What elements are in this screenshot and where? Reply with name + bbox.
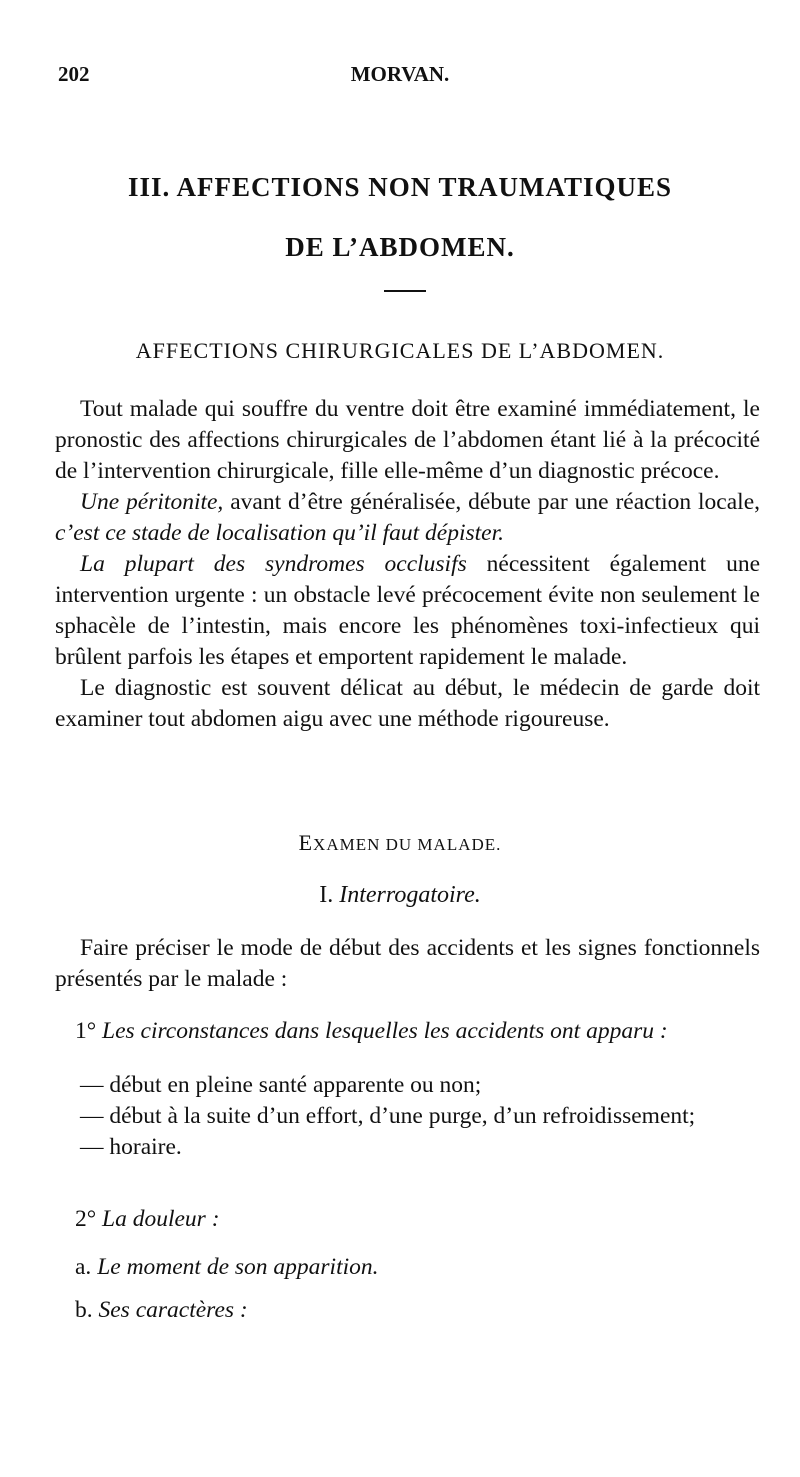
chapter-title-line1: III. AFFECTIONS NON TRAUMATIQUES (127, 172, 673, 202)
paragraph-2 (55, 487, 760, 549)
sub-item-a-letter: a. (75, 1254, 98, 1280)
paragraph-2-text: avant d’être généralisée, débute par une réaction locale, (223, 489, 760, 515)
page-number: 202 (58, 62, 90, 86)
intro-paragraphs (55, 394, 760, 735)
item-2-number: 2° (75, 1206, 103, 1232)
exam-heading-rest: XAMEN DU MALADE. (313, 835, 502, 854)
interrogatoire-heading (0, 882, 800, 909)
item-2-text: La douleur : (102, 1206, 220, 1232)
item-1 (75, 1018, 668, 1045)
item-1-number: 1° (75, 1018, 103, 1044)
paragraph-3 (55, 549, 760, 673)
paragraph-3-italic-start: La plupart des syndromes occlusifs (80, 551, 467, 577)
exam-heading (0, 830, 800, 856)
paragraph-3-text: nécessitent également une intervention urgente : un obstacle levé précocement évite non seulement le sphacèle de l’intestin, mais encore les phénomènes toxi-infectieux qui brûlent parfois les étapes et emportent rapidement le malade. (55, 551, 760, 670)
paragraph-1: Tout malade qui souffre du ventre doit être examiné immédiatement, le pronostic des affections chirurgicales de l’abdomen étant lié à la précocité de l’intervention chirurgicale, fille elle-même d’un diagnostic précoce. (55, 396, 760, 484)
dash-item-1: — début en pleine santé apparente ou non; (80, 1072, 482, 1098)
instructions-paragraph: Faire préciser le mode de début des accidents et les signes fonctionnels présentés par le malade : (55, 935, 760, 992)
running-title: MORVAN. (350, 62, 450, 86)
sub-item-b (75, 1297, 248, 1324)
chapter-title-line2: DE L’ABDOMEN. (285, 232, 515, 262)
item-1-text: Les circonstances dans lesquelles les accidents ont apparu : (102, 1018, 668, 1044)
paragraph-2-italic-start: Une péritonite, (80, 489, 224, 515)
dash-item-3: — horaire. (80, 1134, 182, 1160)
dash-item-2: — début à la suite d’un effort, d’une purge, d’un refroidissement; (80, 1103, 696, 1129)
intro-instructions (55, 933, 760, 995)
sub-item-b-text: Ses caractères : (98, 1297, 248, 1323)
sub-item-a (75, 1254, 379, 1281)
page-header (58, 62, 742, 92)
sub-item-b-letter: b. (75, 1297, 99, 1323)
paragraph-4: Le diagnostic est souvent délicat au début, le médecin de garde doit examiner tout abdomen aigu avec une méthode rigoureuse. (55, 675, 760, 732)
item-2 (75, 1206, 220, 1233)
interrogatoire-number: I. (319, 882, 340, 908)
section-title: AFFECTIONS CHIRURGICALES DE L’ABDOMEN. (135, 338, 665, 363)
interrogatoire-title: Interrogatoire. (339, 882, 481, 908)
title-divider (384, 290, 426, 292)
sub-item-a-text: Le moment de son apparition. (97, 1254, 379, 1280)
dash-list (55, 1070, 760, 1163)
exam-heading-initial: E (298, 830, 314, 855)
paragraph-2-italic-end: c’est ce stade de localisation qu’il faut dépister. (55, 520, 505, 546)
